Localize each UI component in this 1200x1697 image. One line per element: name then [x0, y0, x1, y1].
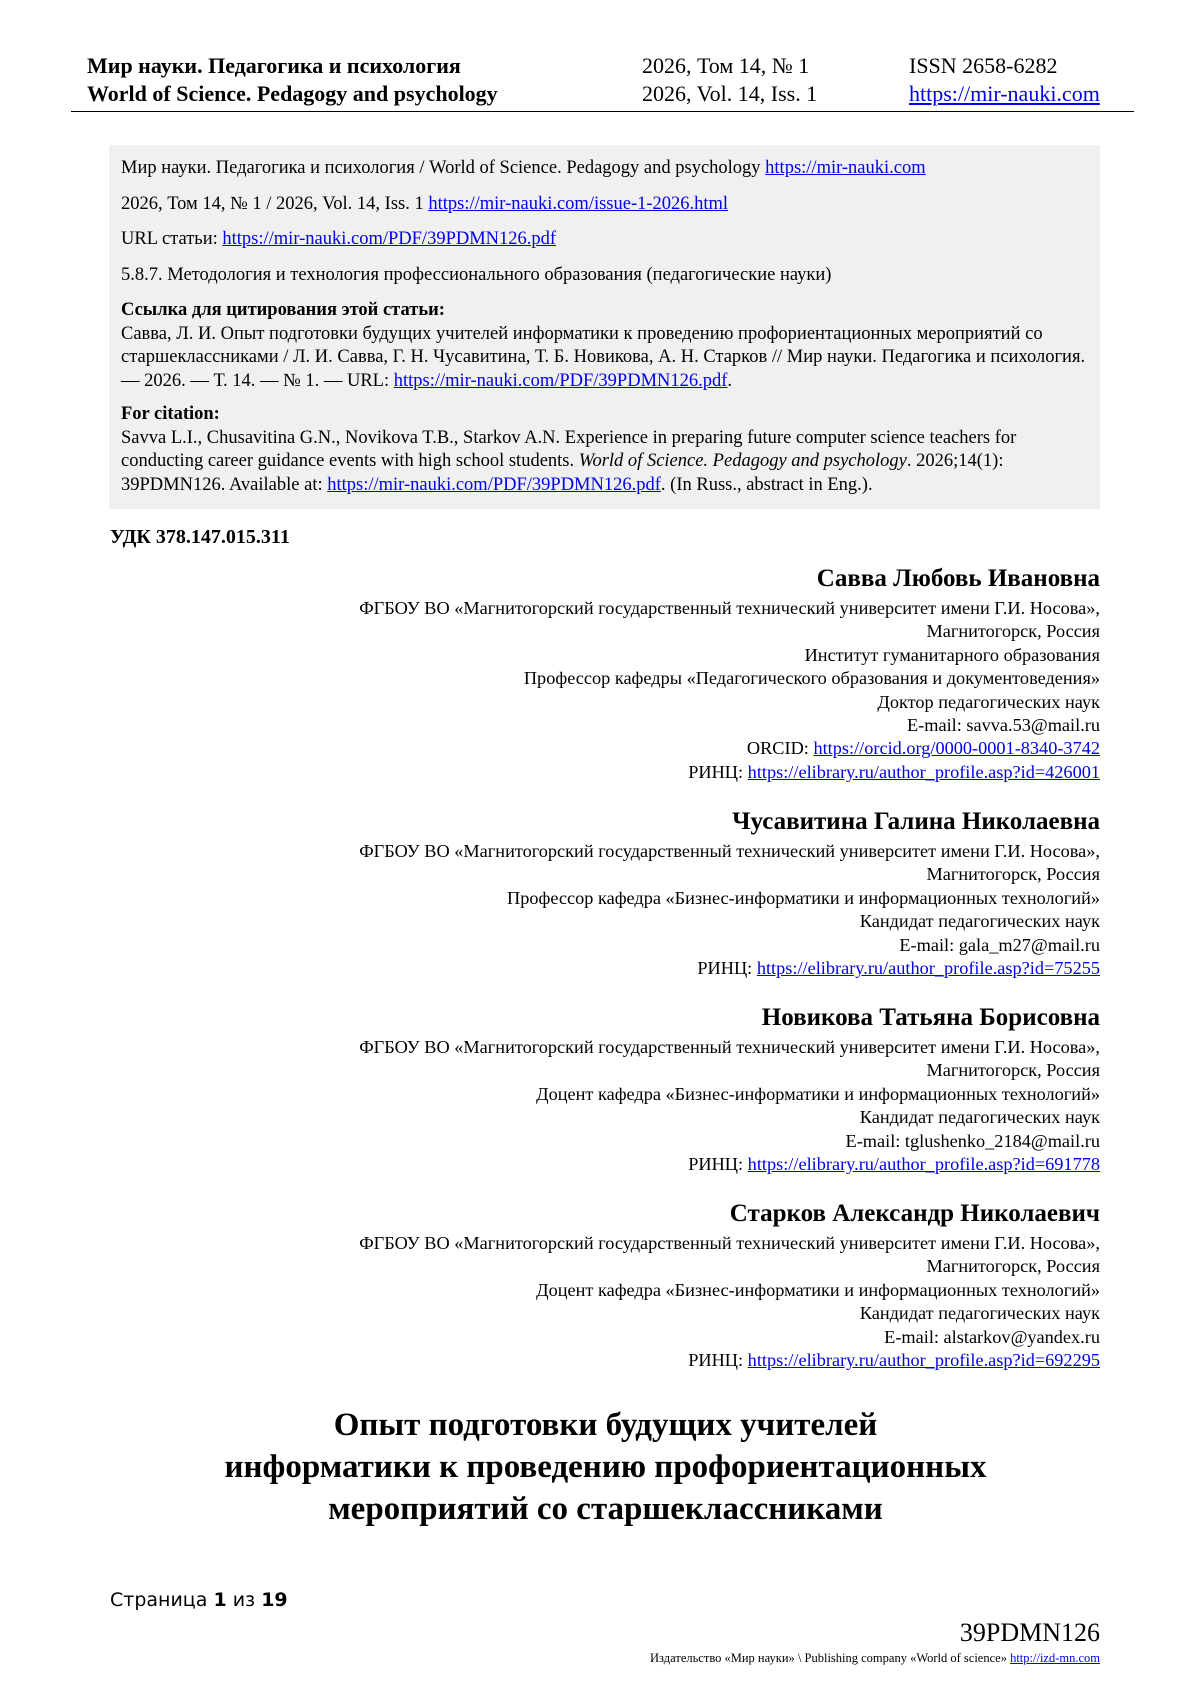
article-title: Опыт подготовки будущих учителей информатики к проведению профориентационных мероприятий со старшеклассниками	[224, 1407, 987, 1527]
author-rinc: РИНЦ: https://elibrary.ru/author_profile.asp?id=426001	[688, 761, 1100, 782]
citation-line-issue: 2026, Том 14, № 1 / 2026, Vol. 14, Iss. 1 https://mir-nauki.com/issue-1-2026.html	[121, 193, 729, 214]
author-email: E-mail: gala_m27@mail.ru	[899, 934, 1100, 955]
orcid-link[interactable]: https://orcid.org/0000-0001-8340-3742	[813, 738, 1100, 759]
author-position: Доцент кафедра «Бизнес-информатики и информационных технологий»	[536, 1083, 1100, 1104]
author-rinc: РИНЦ: https://elibrary.ru/author_profile.asp?id=75255	[697, 958, 1100, 979]
rinc-link[interactable]: https://elibrary.ru/author_profile.asp?id=691778	[747, 1154, 1100, 1175]
citation-line-journal: Мир науки. Педагогика и психология / World of Science. Pedagogy and psychology https://mir-nauki.com	[121, 158, 926, 178]
citation-ru-link[interactable]: https://mir-nauki.com/PDF/39PDMN126.pdf	[393, 370, 728, 391]
publisher-link[interactable]: http://izd-mn.com	[1010, 1651, 1100, 1665]
rinc-link[interactable]: https://elibrary.ru/author_profile.asp?id=75255	[756, 958, 1100, 979]
citation-en-link[interactable]: https://mir-nauki.com/PDF/39PDMN126.pdf	[327, 474, 661, 495]
author-name: Старков Александр Николаевич	[729, 1200, 1100, 1227]
author-name: Новикова Татьяна Борисовна	[761, 1004, 1100, 1031]
citation-en: For citation: Savva L.I., Chusavitina G.N., Novikova T.B., Starkov A.N. Experience in preparing future computer science teachers for conducting career guidance events with high school students. World of Science. Pedagogy and psychology. 2026;14(1): 39PDMN126. Available at: https://mir-nauki.com/PDF/39PDMN126.pdf. (In Russ., abstract in Eng.).	[121, 404, 1017, 495]
article-pdf-link[interactable]: https://mir-nauki.com/PDF/39PDMN126.pdf	[222, 229, 557, 249]
author-rinc: РИНЦ: https://elibrary.ru/author_profile.asp?id=692295	[688, 1350, 1100, 1371]
author-position: Доцент кафедра «Бизнес-информатики и информационных технологий»	[536, 1279, 1100, 1300]
author-block	[200, 806, 1100, 980]
author-org: ФГБОУ ВО «Магнитогорский государственный технический университет имени Г.И. Носова»,	[359, 598, 1100, 618]
journal-site-link[interactable]: https://mir-nauki.com	[909, 81, 1100, 106]
author-org: ФГБОУ ВО «Магнитогорский государственный технический университет имени Г.И. Носова»,	[359, 1037, 1100, 1057]
author-city: Магнитогорск, Россия	[926, 1256, 1100, 1277]
journal-title-ru: Мир науки. Педагогика и психология	[87, 53, 461, 78]
citation-ru: Ссылка для цитирования этой статьи: Савва, Л. И. Опыт подготовки будущих учителей информатики к проведению профориентационных мероприятий со старшеклассниками / Л. И. Савва, Г. Н. Чусавитина, Т. Б. Новикова, А. Н. Старков // Мир науки. Педагогика и психология. — 2026. — Т. 14. — № 1. — URL: https://mir-nauki.com/PDF/39PDMN126.pdf.	[121, 300, 1086, 391]
author-org: ФГБОУ ВО «Магнитогорский государственный технический университет имени Г.И. Носова»,	[359, 1233, 1100, 1253]
author-email: E-mail: alstarkov@yandex.ru	[884, 1326, 1100, 1347]
specialty-code: 5.8.7. Методология и технология профессионального образования (педагогические науки)	[121, 264, 832, 285]
author-degree: Кандидат педагогических наук	[859, 1303, 1100, 1324]
author-degree: Доктор педагогических наук	[877, 691, 1100, 712]
page-counter: Страница 1 из 19	[110, 1589, 288, 1611]
author-degree: Кандидат педагогических наук	[859, 911, 1100, 932]
citation-en-heading: For citation:	[121, 404, 220, 424]
author-org: ФГБОУ ВО «Магнитогорский государственный технический университет имени Г.И. Носова»,	[359, 841, 1100, 861]
issue-link[interactable]: https://mir-nauki.com/issue-1-2026.html	[428, 193, 729, 214]
author-institute: Институт гуманитарного образования	[804, 644, 1100, 665]
author-orcid: ORCID: https://orcid.org/0000-0001-8340-3742	[746, 738, 1100, 759]
citation-ru-heading: Ссылка для цитирования этой статьи:	[121, 300, 445, 320]
citation-box	[109, 145, 1100, 509]
author-city: Магнитогорск, Россия	[926, 621, 1100, 642]
issn: ISSN 2658-6282	[909, 53, 1058, 78]
journal-header	[87, 52, 1130, 108]
author-position: Профессор кафедры «Педагогического образования и документоведения»	[523, 668, 1100, 689]
author-name: Савва Любовь Ивановна	[816, 565, 1100, 592]
author-email: E-mail: tglushenko_2184@mail.ru	[845, 1130, 1100, 1151]
author-position: Профессор кафедра «Бизнес-информатики и информационных технологий»	[507, 887, 1100, 908]
udk-code: УДК 378.147.015.311	[110, 526, 290, 548]
issue-en: 2026, Vol. 14, Iss. 1	[642, 81, 818, 106]
author-email: E-mail: savva.53@mail.ru	[907, 715, 1100, 736]
journal-title-en: World of Science. Pedagogy and psychology	[87, 81, 498, 106]
author-block	[200, 1198, 1100, 1372]
journal-link[interactable]: https://mir-nauki.com	[765, 158, 926, 178]
author-degree: Кандидат педагогических наук	[859, 1107, 1100, 1128]
author-block	[200, 1002, 1100, 1176]
issue-ru: 2026, Том 14, № 1	[642, 53, 810, 78]
author-city: Магнитогорск, Россия	[926, 1060, 1100, 1081]
author-block	[200, 563, 1100, 784]
rinc-link[interactable]: https://elibrary.ru/author_profile.asp?id=692295	[747, 1350, 1100, 1371]
header-divider	[71, 111, 1134, 112]
citation-line-url: URL статьи: https://mir-nauki.com/PDF/39PDMN126.pdf	[121, 229, 557, 249]
article-code: 39PDMN126	[959, 1618, 1100, 1647]
author-city: Магнитогорск, Россия	[926, 864, 1100, 885]
publisher-line: Издательство «Мир науки» \ Publishing company «World of science» http://izd-mn.com	[650, 1651, 1100, 1665]
rinc-link[interactable]: https://elibrary.ru/author_profile.asp?id=426001	[747, 761, 1100, 782]
author-rinc: РИНЦ: https://elibrary.ru/author_profile.asp?id=691778	[688, 1154, 1100, 1175]
author-name: Чусавитина Галина Николаевна	[732, 808, 1100, 835]
